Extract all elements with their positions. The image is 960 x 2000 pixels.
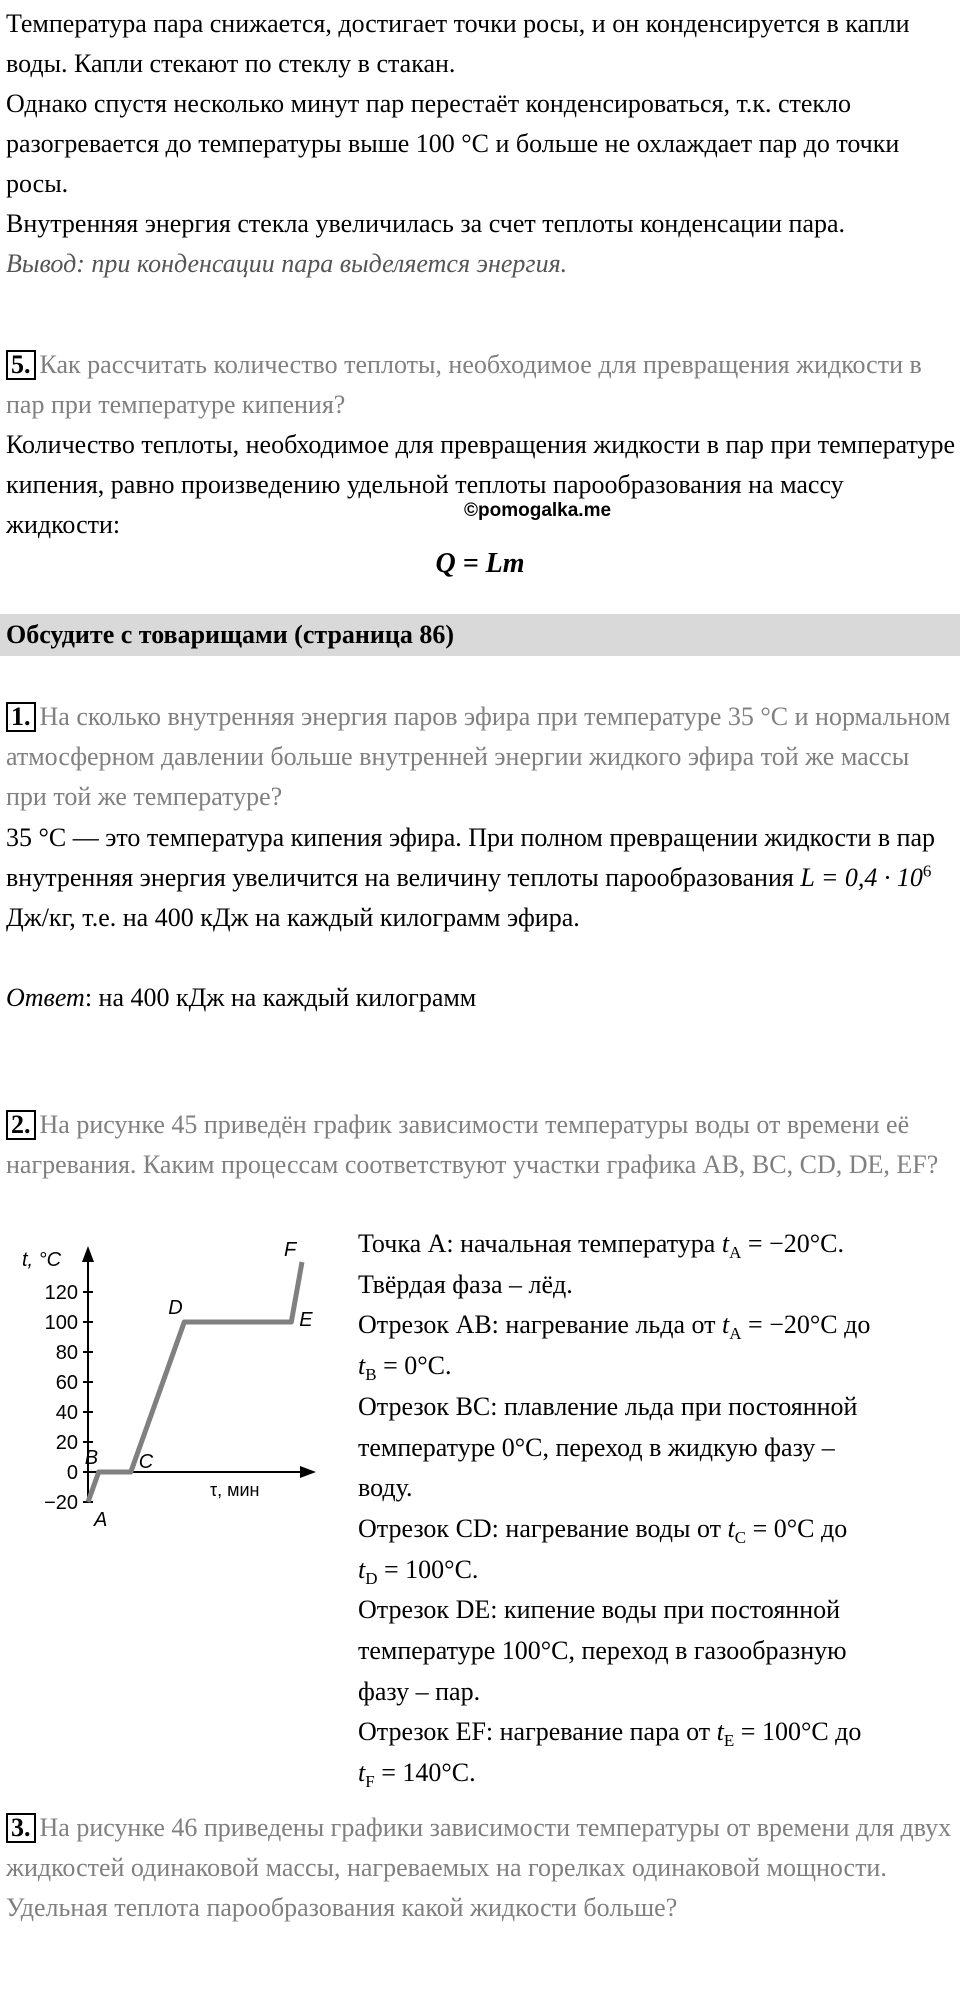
discussion-answer-1: [6, 818, 956, 938]
solution-line: Точка A: начальная температура $t_A = -20^\circ C$.: [358, 1229, 844, 1263]
answer-text-end: Дж/кг, т.е. на 400 кДж на каждый килограмм эфира.: [6, 903, 580, 932]
solution-line: фазу – пар.: [358, 1676, 481, 1706]
y-tick-label: 60: [55, 1372, 78, 1394]
point-label-a: A: [94, 1509, 108, 1531]
point-label-c: C: [138, 1451, 154, 1473]
x-axis-label: τ, мин: [210, 1480, 260, 1500]
answer-5: Количество теплоты, необходимое для превращения жидкости в пар при температуре кипения, равно произведению удельной теплоты парообразования на массу жидкости:: [6, 430, 955, 539]
formula-q-lm: Q = Lm: [435, 548, 525, 579]
question-number: 3.: [6, 1813, 36, 1843]
y-axis-arrow: [82, 1246, 94, 1262]
temperature-line: [88, 1262, 302, 1502]
y-tick-label: 80: [55, 1342, 78, 1364]
solution-line: температуре 0°C, переход в жидкую фазу –: [358, 1432, 835, 1462]
solution-line: Твёрдая фаза – лёд.: [358, 1269, 573, 1299]
point-label-e: E: [299, 1309, 313, 1331]
discussion-question-1: [6, 697, 956, 817]
watermark: ©pomogalka.me: [464, 500, 612, 521]
question-text: На сколько внутренняя энергия паров эфира при температуре 35 °C и нормальном атмосферном давлении больше внутренней энергии жидкого эфира той же массы при той же температуре?: [6, 702, 951, 811]
y-tick-label: 40: [55, 1402, 78, 1424]
answer-formula: L = 0,4 · 10: [800, 863, 923, 892]
solution-line: температуре 100°C, переход в газообразную: [358, 1636, 847, 1665]
intro-paragraph-2: Однако спустя несколько минут пар перестаёт конденсироваться, т.к. стекло разогревается до температуры выше 100 °C и больше не охлаждает пар до точки росы.: [6, 89, 900, 198]
section-title: Обсудите с товарищами (страница 86): [6, 620, 455, 649]
question-number: 5.: [6, 350, 36, 380]
solution-line: Отрезок AB: нагревание льда от $t_A = -20^\circ C$ до: [358, 1310, 871, 1344]
y-tick-label: 100: [44, 1312, 78, 1334]
question-5: [6, 345, 956, 425]
y-tick-label: 0: [66, 1462, 78, 1484]
y-axis-label: t, °C: [22, 1249, 62, 1271]
question-text: Как рассчитать количество теплоты, необходимое для превращения жидкости в пар при температуре кипения?: [6, 350, 922, 419]
solution-line: Отрезок EF: нагревание пара от $t_E = 100^\circ C$ до: [358, 1717, 862, 1751]
question-number: 1.: [6, 702, 36, 732]
intro-conclusion: Вывод: при конденсации пара выделяется энергия.: [6, 249, 568, 278]
intro-paragraph-3: Внутренняя энергия стекла увеличилась за счет теплоты конденсации пара.: [6, 209, 846, 238]
question-text: На рисунке 45 приведён график зависимости температуры воды от времени её нагревания. Каким процессам соответствуют участки графика AB, BC, CD, DE, EF?: [6, 1110, 939, 1179]
discussion-final-answer-1: [6, 978, 956, 1018]
point-label-d: D: [168, 1297, 183, 1319]
x-axis-arrow: [300, 1466, 316, 1478]
answer-text: 35 °C — это температура кипения эфира. При полном превращении жидкости в пар внутренняя энергия увеличится на величину теплоты парообразования: [6, 823, 936, 892]
answer-exponent: 6: [922, 861, 932, 881]
temperature-time-chart: [6, 1228, 326, 1531]
solution-line: воду.: [358, 1473, 413, 1503]
discussion-question-2: [6, 1105, 956, 1185]
solution-line: Отрезок CD: нагревание воды от $t_C = 0^\circ C$ до: [358, 1513, 848, 1548]
intro-paragraph-1: Температура пара снижается, достигает точки росы, и он конденсируется в капли воды. Капли стекают по стеклу в стакан.: [6, 9, 910, 78]
point-label-f: F: [284, 1239, 297, 1261]
solution-line: Отрезок BC: плавление льда при постоянной: [358, 1391, 858, 1421]
answer-label: Ответ: [6, 983, 85, 1012]
y-tick-label: 20: [55, 1432, 78, 1454]
question-number: 2.: [6, 1110, 36, 1140]
discussion-question-3: [6, 1808, 956, 1928]
answer-value: : на 400 кДж на каждый килограмм: [84, 983, 477, 1012]
point-label-b: B: [84, 1447, 99, 1469]
y-tick-label: 120: [44, 1282, 78, 1304]
solution-line: Отрезок DE: кипение воды при постоянной: [358, 1595, 841, 1625]
section-header: [0, 614, 960, 656]
y-tick-label: −20: [44, 1492, 78, 1514]
solution-line: $t_B = 0^\circ C$.: [358, 1351, 452, 1385]
question-text: На рисунке 46 приведены графики зависимости температуры от времени для двух жидкостей одинаковой массы, нагреваемых на горелках одинаковой мощности. Удельная теплота парообразования какой жидкости больше?: [6, 1813, 952, 1922]
solution-line: $t_D = 100^\circ C$.: [358, 1554, 479, 1588]
solution-line: $t_F = 140^\circ C$.: [358, 1758, 476, 1792]
